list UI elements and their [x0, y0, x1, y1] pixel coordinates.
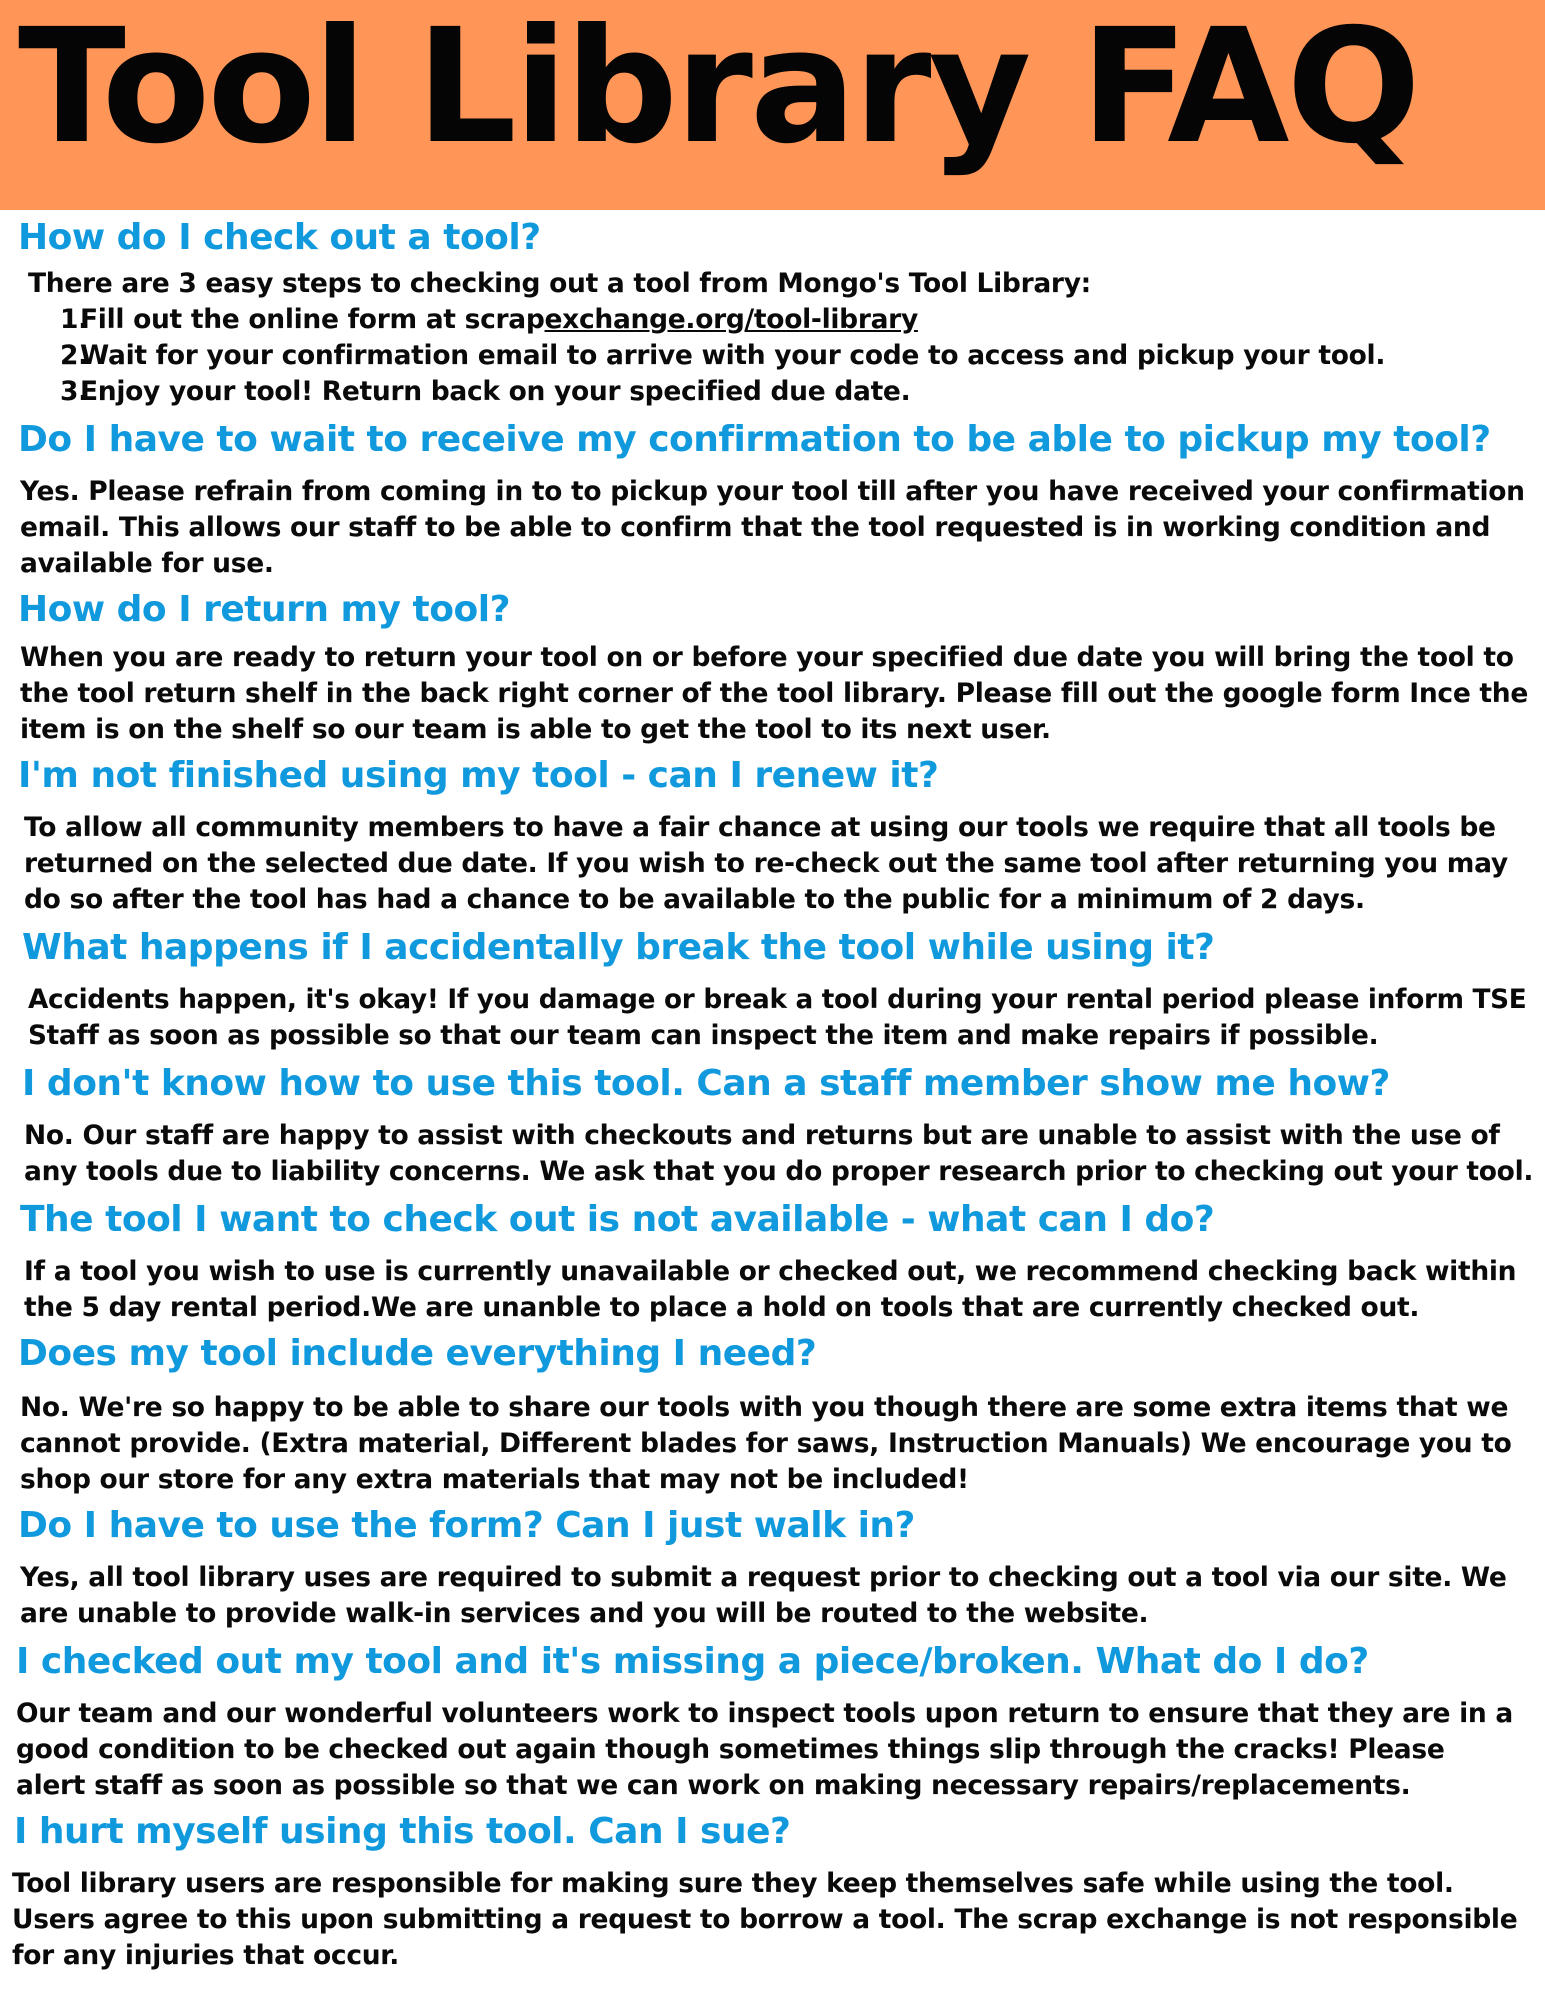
faq-question-walk-in: Do I have to use the form? Can I just walk in? — [18, 1505, 915, 1546]
page-title: Tool Library FAQ — [18, 0, 1418, 179]
answer-line: alert staff as soon as possible so that we can work on making necessary repairs/replacements. — [16, 1770, 1411, 1801]
faq-answer-renew — [24, 810, 1534, 918]
checkout-step — [60, 374, 1385, 410]
answer-line: for any injuries that occur. — [12, 1940, 400, 1971]
answer-line: To allow all community members to have a fair chance at using our tools we require that all tools be — [24, 812, 1496, 843]
answer-line: email. This allows our staff to be able to confirm that the tool requested is in working condition and — [20, 512, 1491, 543]
checkout-steps-list — [60, 302, 1385, 410]
answer-line: Accidents happen, it's okay! If you damage or break a tool during your rental period please inform TSE — [28, 985, 1527, 1015]
answer-line: item is on the shelf so our team is able to get the tool to its next user. — [20, 714, 1051, 745]
answer-line: any tools due to liability concerns. We ask that you do proper research prior to checking out your tool. — [24, 1156, 1534, 1187]
faq-question-return: How do I return my tool? — [18, 589, 510, 630]
faq-answer-walk-in — [20, 1560, 1530, 1632]
answer-line: cannot provide. (Extra material, Different blades for saws, Instruction Manuals) We encourage you to — [20, 1428, 1512, 1459]
answer-line: returned on the selected due date. If you wish to re-check out the same tool after returning you may — [24, 848, 1508, 879]
tool-library-link[interactable]: exchange.org/tool-library — [544, 304, 918, 335]
step-text-prefix: Fill out the online form at scrap — [80, 304, 545, 335]
answer-line: No. We're so happy to be able to share our tools with you though there are some extra items that we — [20, 1392, 1509, 1423]
faq-question-renew: I'm not finished using my tool - can I renew it? — [18, 755, 939, 796]
title-banner — [0, 0, 1545, 210]
faq-answer-break — [28, 982, 1538, 1054]
step-text — [80, 302, 918, 338]
faq-answer-injury — [12, 1866, 1522, 1974]
faq-answer-missing-piece — [16, 1696, 1526, 1804]
answer-line: good condition to be checked out again though sometimes things slip through the cracks! Please — [16, 1734, 1445, 1765]
answer-line: When you are ready to return your tool on or before your specified due date you will bring the tool to — [20, 642, 1514, 673]
step-number: 3. — [60, 376, 88, 407]
faq-question-injury: I hurt myself using this tool. Can I sue? — [14, 1811, 791, 1852]
checkout-step — [60, 302, 1385, 338]
faq-question-includes: Does my tool include everything I need? — [18, 1333, 817, 1374]
answer-line: Tool library users are responsible for making sure they keep themselves safe while using the tool. — [12, 1868, 1454, 1899]
answer-line: If a tool you wish to use is currently unavailable or checked out, we recommend checking back within — [24, 1256, 1517, 1287]
faq-answer-wait-confirmation — [20, 474, 1530, 582]
answer-line: the tool return shelf in the back right corner of the tool library. Please fill out the google form Ince the — [20, 678, 1529, 709]
answer-line: are unable to provide walk-in services and you will be routed to the website. — [20, 1598, 1149, 1629]
answer-line: Yes, all tool library uses are required to submit a request prior to checking out a tool via our site. We — [20, 1562, 1507, 1593]
faq-question-missing-piece: I checked out my tool and it's missing a piece/broken. What do I do? — [16, 1641, 1369, 1682]
answer-line: the 5 day rental period.We are unanble to place a hold on tools that are currently checked out. — [24, 1292, 1420, 1323]
faq-answer-includes — [20, 1390, 1530, 1498]
step-text: Wait for your confirmation email to arrive with your code to access and pickup your tool. — [80, 340, 1386, 371]
answer-line: No. Our staff are happy to assist with checkouts and returns but are unable to assist with the use of — [24, 1120, 1500, 1151]
answer-line: Yes. Please refrain from coming in to to pickup your tool till after you have received your confirmation — [20, 476, 1525, 507]
answer-line: available for use. — [20, 548, 274, 579]
faq-answer-return — [20, 640, 1530, 748]
faq-question-break: What happens if I accidentally break the tool while using it? — [22, 927, 1215, 968]
faq-answer-intro: There are 3 easy steps to checking out a tool from Mongo's Tool Library: — [28, 268, 1091, 299]
step-number: 1. — [60, 304, 88, 335]
step-number: 2. — [60, 340, 88, 371]
faq-question-wait-confirmation: Do I have to wait to receive my confirmation to be able to pickup my tool? — [18, 419, 1491, 460]
faq-answer-not-available — [24, 1254, 1534, 1326]
answer-line: Users agree to this upon submitting a request to borrow a tool. The scrap exchange is not responsible — [12, 1904, 1518, 1935]
answer-line: Our team and our wonderful volunteers work to inspect tools upon return to ensure that they are in a — [16, 1698, 1513, 1729]
answer-line: Staff as soon as possible so that our team can inspect the item and make repairs if possible. — [28, 1021, 1379, 1051]
step-text: Enjoy your tool! Return back on your specified due date. — [80, 376, 911, 407]
answer-line: do so after the tool has had a chance to be available to the public for a minimum of 2 days. — [24, 884, 1365, 915]
faq-answer-how-to-use — [24, 1118, 1534, 1190]
faq-question-check-out: How do I check out a tool? — [18, 217, 541, 258]
faq-question-how-to-use: I don't know how to use this tool. Can a staff member show me how? — [22, 1063, 1390, 1104]
checkout-step — [60, 338, 1385, 374]
faq-question-not-available: The tool I want to check out is not available - what can I do? — [20, 1199, 1215, 1240]
answer-line: shop our store for any extra materials that may not be included! — [20, 1464, 969, 1495]
